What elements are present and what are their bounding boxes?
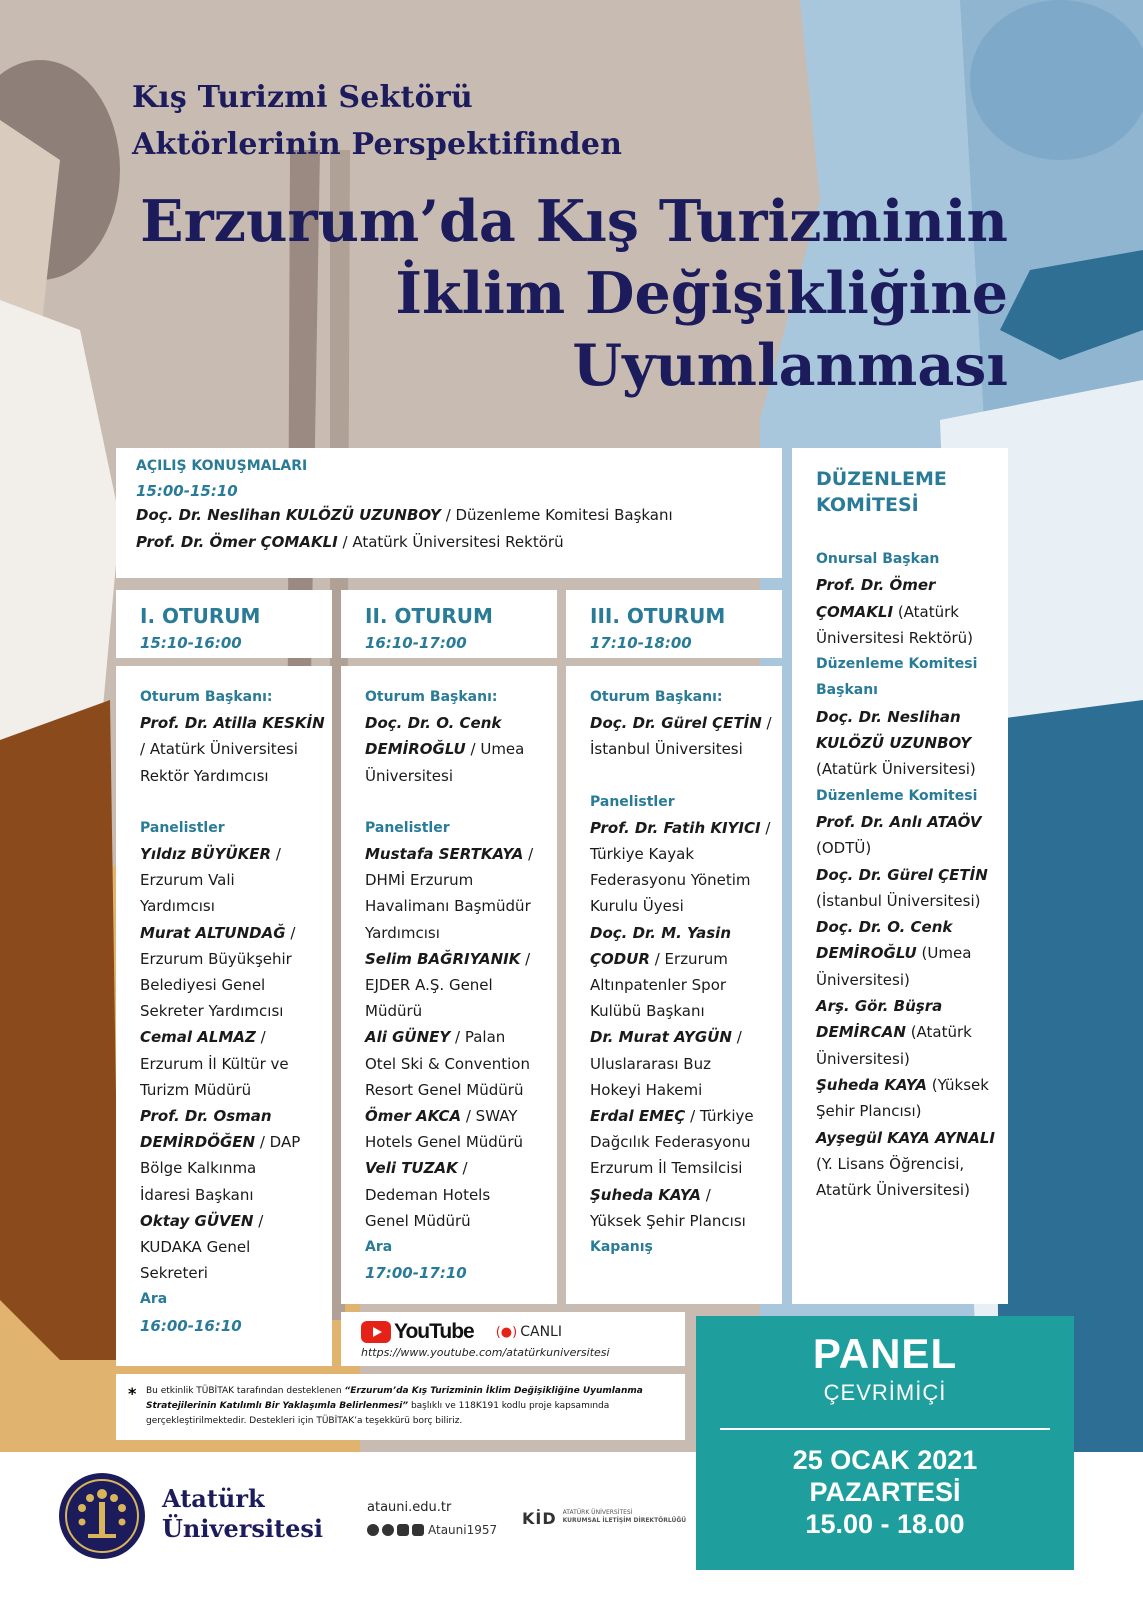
- person-line: [365, 736, 533, 762]
- person-line: [140, 841, 325, 867]
- session-title: III. OTURUM: [590, 604, 726, 628]
- person-role-text: /: [761, 714, 772, 733]
- text-line: Belediyesi Genel: [140, 976, 266, 995]
- person-name: [816, 1125, 995, 1151]
- text-line: Resort Genel Müdürü: [365, 1080, 524, 1099]
- kid-mark: KİD: [522, 1509, 557, 1528]
- person-name: [816, 730, 995, 756]
- main-title: [128, 186, 1008, 402]
- person-role-text: /: [253, 1211, 264, 1230]
- person-name-text: Doç. Dr. O. Cenk: [365, 714, 502, 733]
- section-label: Panelistler: [365, 819, 450, 836]
- youtube-brand: YouTube: [394, 1320, 474, 1343]
- live-icon: (●): [495, 1324, 518, 1340]
- text-line: Yüksek Şehir Plancısı: [590, 1211, 746, 1230]
- person-role-text: / Umea: [465, 740, 525, 759]
- person-role-text: (Atatürk: [905, 1023, 972, 1042]
- panel-subtitle: ÇEVRİMİÇİ: [823, 1380, 947, 1405]
- text-line: Erzurum Büyükşehir: [140, 949, 292, 968]
- session-1-header: [116, 590, 332, 658]
- main-title-line-1: Erzurum’da Kış Turizminin: [140, 188, 1008, 255]
- person-name: [816, 572, 995, 598]
- social-handle: Atauni1957: [428, 1523, 498, 1537]
- text-line: Genel Müdürü: [365, 1211, 471, 1230]
- person-name-text: Yıldız BÜYÜKER: [140, 845, 272, 864]
- website-link[interactable]: atauni.edu.tr: [367, 1500, 452, 1515]
- person-name-text: Doç. Dr. Gürel ÇETİN: [590, 714, 762, 733]
- divider: [720, 1428, 1050, 1430]
- social-row: [367, 1523, 497, 1537]
- person-line: [365, 1103, 533, 1129]
- person-name: [140, 710, 325, 736]
- person-line: [365, 1155, 533, 1181]
- person-name-text: Dr. Murat AYGÜN: [590, 1028, 732, 1047]
- person-name-text: Doç. Dr. Neslihan: [816, 707, 961, 726]
- person-name-text: Arş. Gör. Büşra: [816, 997, 943, 1016]
- time-label: 17:00-17:10: [365, 1264, 467, 1283]
- text-line: Üniversitesi Rektörü): [816, 628, 974, 647]
- person-name-text: Veli TUZAK: [365, 1159, 458, 1178]
- text-line: Turizm Müdürü: [140, 1080, 252, 1099]
- person-role-text: / Türkiye: [685, 1107, 754, 1126]
- youtube-url[interactable]: https://www.youtube.com/atatürkuniversitesi: [361, 1346, 610, 1359]
- person-name-text: Ayşegül KAYA AYNALI: [816, 1128, 995, 1147]
- person-line: [140, 1208, 325, 1234]
- person-role-text: / Palan: [450, 1028, 506, 1047]
- text-line: (ODTÜ): [816, 839, 872, 858]
- person-line: [816, 599, 995, 625]
- main-title-line-2: İklim Değişikliğine: [395, 260, 1008, 327]
- footnote-card: [116, 1374, 685, 1440]
- person-name-text: Doç. Dr. Gürel ÇETİN: [816, 865, 988, 884]
- session-3-header: [566, 590, 782, 658]
- person-role-text: /: [457, 1159, 468, 1178]
- text-line: Rektör Yardımcısı: [140, 766, 269, 785]
- person-role-text: (Yüksek: [926, 1075, 989, 1094]
- panel-date: 25 OCAK 2021: [792, 1445, 978, 1475]
- person-name-text: Murat ALTUNDAĞ: [140, 923, 286, 942]
- text-line: Hokeyi Hakemi: [590, 1080, 703, 1099]
- person-name-text: Doç. Dr. M. Yasin: [590, 923, 731, 942]
- text-line: Türkiye Kayak: [590, 845, 695, 864]
- kid-text: ATATÜRK ÜNİVERSİTESİ KURUMSAL İLETİŞİM DİREKTÖRLÜĞÜ: [562, 1509, 687, 1524]
- text-line: (Atatürk Üniversitesi): [816, 760, 976, 779]
- person-role-text: /: [271, 845, 281, 864]
- person-name-text: Mustafa SERTKAYA: [365, 845, 524, 864]
- text-line: Üniversitesi): [816, 970, 910, 989]
- person-role-text: / DAP: [255, 1133, 301, 1152]
- text-line: Dağcılık Federasyonu: [590, 1133, 751, 1152]
- opening-speaker: Doç. Dr. Neslihan KULÖZÜ UZUNBOY / Düzenleme Komitesi Başkanı: [136, 506, 673, 524]
- text-line: Kurulu Üyesi: [590, 897, 684, 916]
- person-role-text: /: [731, 1028, 742, 1047]
- text-line: Kulübü Başkanı: [590, 1002, 705, 1021]
- section-label: Düzenleme Komitesi: [816, 787, 978, 804]
- committee-content: [816, 546, 995, 1203]
- person-role-text: /: [700, 1185, 711, 1204]
- text-line: Erzurum İl Temsilcisi: [590, 1159, 743, 1178]
- person-name-text: Şuheda KAYA: [816, 1075, 927, 1094]
- spacer: [365, 789, 533, 815]
- person-line: [816, 940, 995, 966]
- person-name-text: Doç. Dr. O. Cenk: [816, 918, 953, 937]
- text-line: İdaresi Başkanı: [140, 1185, 254, 1204]
- person-line: [590, 946, 772, 972]
- text-line: Otel Ski & Convention: [365, 1054, 530, 1073]
- spacer: [140, 789, 325, 815]
- person-name-text: Oktay GÜVEN: [140, 1211, 254, 1230]
- footnote-text: Bu etkinlik TÜBİTAK tarafından desteklenen “Erzurum’da Kış Turizminin İklim Değişikliğine Uyumlanma Stratejilerinin Katılımlı Bir Yaklaşımla Belirlenmesi” başlıklı ve 118K191 kodlu proje kapsamında gerçekleştirilmektedir. Destekleri için TÜBİTAK’a teşekkürü borç biliriz.: [146, 1386, 643, 1426]
- person-role-text: (Umea: [916, 944, 972, 963]
- text-line: Yardımcısı: [140, 897, 215, 916]
- person-line: [816, 1072, 995, 1098]
- person-line: [590, 710, 772, 736]
- twitter-icon[interactable]: [367, 1524, 379, 1536]
- kid-logo: [522, 1509, 686, 1528]
- person-name: [816, 993, 995, 1019]
- text-line: KUDAKA Genel: [140, 1238, 251, 1257]
- session-2-content: [365, 684, 533, 1286]
- person-name-text: Erdal EMEÇ: [590, 1107, 686, 1126]
- section-label: Düzenleme Komitesi: [816, 656, 978, 673]
- text-line: Uluslararası Buz: [590, 1054, 711, 1073]
- person-line: [590, 1024, 772, 1050]
- person-line: [590, 1182, 772, 1208]
- youtube-icon: [361, 1321, 391, 1343]
- text-line: Hotels Genel Müdürü: [365, 1133, 523, 1152]
- section-label: Kapanış: [590, 1239, 653, 1256]
- session-title: I. OTURUM: [140, 604, 261, 628]
- session-2-body: [341, 666, 557, 1304]
- opening-heading: AÇILIŞ KONUŞMALARI: [136, 458, 308, 474]
- person-name-text: Prof. Dr. Anlı ATAÖV: [816, 812, 982, 831]
- person-line: [816, 809, 995, 835]
- text-line: Erzurum Vali: [140, 871, 235, 890]
- text-line: DHMİ Erzurum: [365, 871, 474, 890]
- section-label: Onursal Başkan: [816, 551, 940, 567]
- panel-title: PANEL: [812, 1330, 958, 1377]
- person-name-text: DEMİRDÖĞEN: [140, 1133, 256, 1152]
- person-name-text: Cemal ALMAZ: [140, 1028, 256, 1047]
- person-name: [816, 704, 995, 730]
- text-line: Dedeman Hotels: [365, 1185, 491, 1204]
- text-line: Üniversitesi): [816, 1049, 910, 1068]
- text-line: Federasyonu Yönetim: [590, 871, 751, 890]
- session-3-body: [566, 666, 782, 1304]
- person-role-text: /: [285, 923, 296, 942]
- subtitle-line-2: Aktörlerinin Perspektifinden: [132, 127, 623, 162]
- youtube-row: [361, 1320, 665, 1344]
- subtitle-line-1: Kış Turizmi Sektörü: [132, 80, 473, 115]
- panel-hours: 15.00 - 18.00: [805, 1509, 965, 1539]
- text-line: Şehir Plancısı): [816, 1102, 922, 1121]
- committee-card: [792, 448, 1008, 1304]
- person-line: [365, 1024, 533, 1050]
- section-label: Başkanı: [816, 682, 878, 699]
- person-name-text: Selim BAĞRIYANIK: [365, 949, 521, 968]
- text-line: Atatürk Üniversitesi): [816, 1181, 970, 1200]
- person-line: [140, 920, 325, 946]
- person-line: [365, 841, 533, 867]
- person-role-text: /: [760, 818, 771, 837]
- text-line: Müdürü: [365, 1002, 423, 1021]
- section-label: Oturum Başkanı:: [365, 689, 498, 705]
- person-line: [140, 1129, 325, 1155]
- person-role-text: /: [520, 949, 531, 968]
- text-line: Sekreteri: [140, 1264, 208, 1283]
- text-line: Altınpatenler Spor: [590, 976, 727, 995]
- section-label: Panelistler: [590, 793, 675, 810]
- person-name-text: Prof. Dr. Osman: [140, 1107, 272, 1126]
- person-line: [590, 1103, 772, 1129]
- person-name-text: Ömer AKCA: [365, 1107, 462, 1126]
- live-label: CANLI: [520, 1324, 562, 1340]
- text-line: (İstanbul Üniversitesi): [816, 891, 981, 910]
- university-logo: [58, 1472, 146, 1560]
- person-role-text: / Erzurum: [649, 949, 728, 968]
- session-time: 17:10-18:00: [590, 634, 692, 652]
- text-line: Yardımcısı: [365, 923, 440, 942]
- session-time: 15:10-16:00: [140, 634, 242, 652]
- section-label: Oturum Başkanı:: [140, 689, 273, 705]
- session-1-content: [140, 684, 325, 1339]
- person-name-text: ÇOMAKLI: [816, 602, 894, 621]
- section-label: Panelistler: [140, 819, 225, 836]
- session-title: II. OTURUM: [365, 604, 493, 628]
- opening-speaker: Prof. Dr. Ömer ÇOMAKLI / Atatürk Üniversitesi Rektörü: [136, 532, 564, 551]
- main-title-line-3: Uyumlanması: [572, 332, 1008, 399]
- person-name: [816, 914, 995, 940]
- section-label: Ara: [140, 1291, 168, 1308]
- text-line: Havalimanı Başmüdür: [365, 897, 531, 916]
- section-label: Ara: [365, 1239, 393, 1256]
- text-line: EJDER A.Ş. Genel: [365, 976, 493, 995]
- person-line: [140, 1024, 325, 1050]
- person-name-text: Şuheda KAYA: [590, 1185, 701, 1204]
- committee-heading: DÜZENLEME KOMİTESİ: [816, 468, 947, 516]
- person-name-text: KULÖZÜ UZUNBOY: [816, 734, 972, 753]
- person-name-text: Ali GÜNEY: [365, 1028, 451, 1047]
- person-name: [365, 710, 533, 736]
- person-line: [365, 946, 533, 972]
- person-line: [816, 1019, 995, 1045]
- person-name-text: DEMİROĞLU: [816, 944, 917, 963]
- facebook-icon[interactable]: [382, 1524, 394, 1536]
- person-role-text: /: [523, 845, 534, 864]
- person-name: [590, 920, 772, 946]
- time-label: 16:00-16:10: [140, 1316, 242, 1335]
- person-name-text: Prof. Dr. Fatih KIYICI: [590, 818, 761, 837]
- panel-day: PAZARTESİ: [809, 1477, 961, 1507]
- person-name-text: Prof. Dr. Atilla KESKİN: [140, 714, 325, 733]
- session-time: 16:10-17:00: [365, 634, 467, 652]
- text-line: Bölge Kalkınma: [140, 1159, 257, 1178]
- person-line: [590, 815, 772, 841]
- text-line: Üniversitesi: [365, 766, 454, 785]
- text-line: (Y. Lisans Öğrencisi,: [816, 1154, 965, 1173]
- person-name-text: DEMİRCAN: [816, 1023, 906, 1042]
- opening-time: 15:00-15:10: [136, 482, 238, 500]
- opening-speeches-card: [116, 448, 782, 578]
- session-2-header: [341, 590, 557, 658]
- person-role-text: / SWAY: [461, 1107, 518, 1126]
- university-name: Atatürk Üniversitesi: [162, 1484, 323, 1543]
- session-1-body: [116, 666, 332, 1366]
- instagram-icon[interactable]: [397, 1524, 409, 1536]
- person-name: [816, 862, 995, 888]
- person-role-text: /: [255, 1028, 266, 1047]
- spacer: [590, 763, 772, 789]
- panel-info-box: [696, 1316, 1074, 1570]
- text-line: / Atatürk Üniversitesi: [140, 740, 298, 759]
- person-name: [140, 1103, 325, 1129]
- person-name-text: DEMİROĞLU: [365, 740, 466, 759]
- person-name-text: ÇODUR: [590, 949, 650, 968]
- youtube-small-icon[interactable]: [412, 1524, 424, 1536]
- youtube-card: [341, 1312, 685, 1366]
- person-name-text: Prof. Dr. Ömer: [816, 576, 936, 595]
- text-line: İstanbul Üniversitesi: [590, 740, 743, 759]
- person-role-text: (Atatürk: [893, 602, 959, 621]
- text-line: Erzurum İl Kültür ve: [140, 1054, 289, 1073]
- footnote-star: *: [128, 1384, 137, 1403]
- section-label: Oturum Başkanı:: [590, 689, 723, 705]
- session-3-content: [590, 684, 772, 1260]
- text-line: Sekreter Yardımcısı: [140, 1002, 284, 1021]
